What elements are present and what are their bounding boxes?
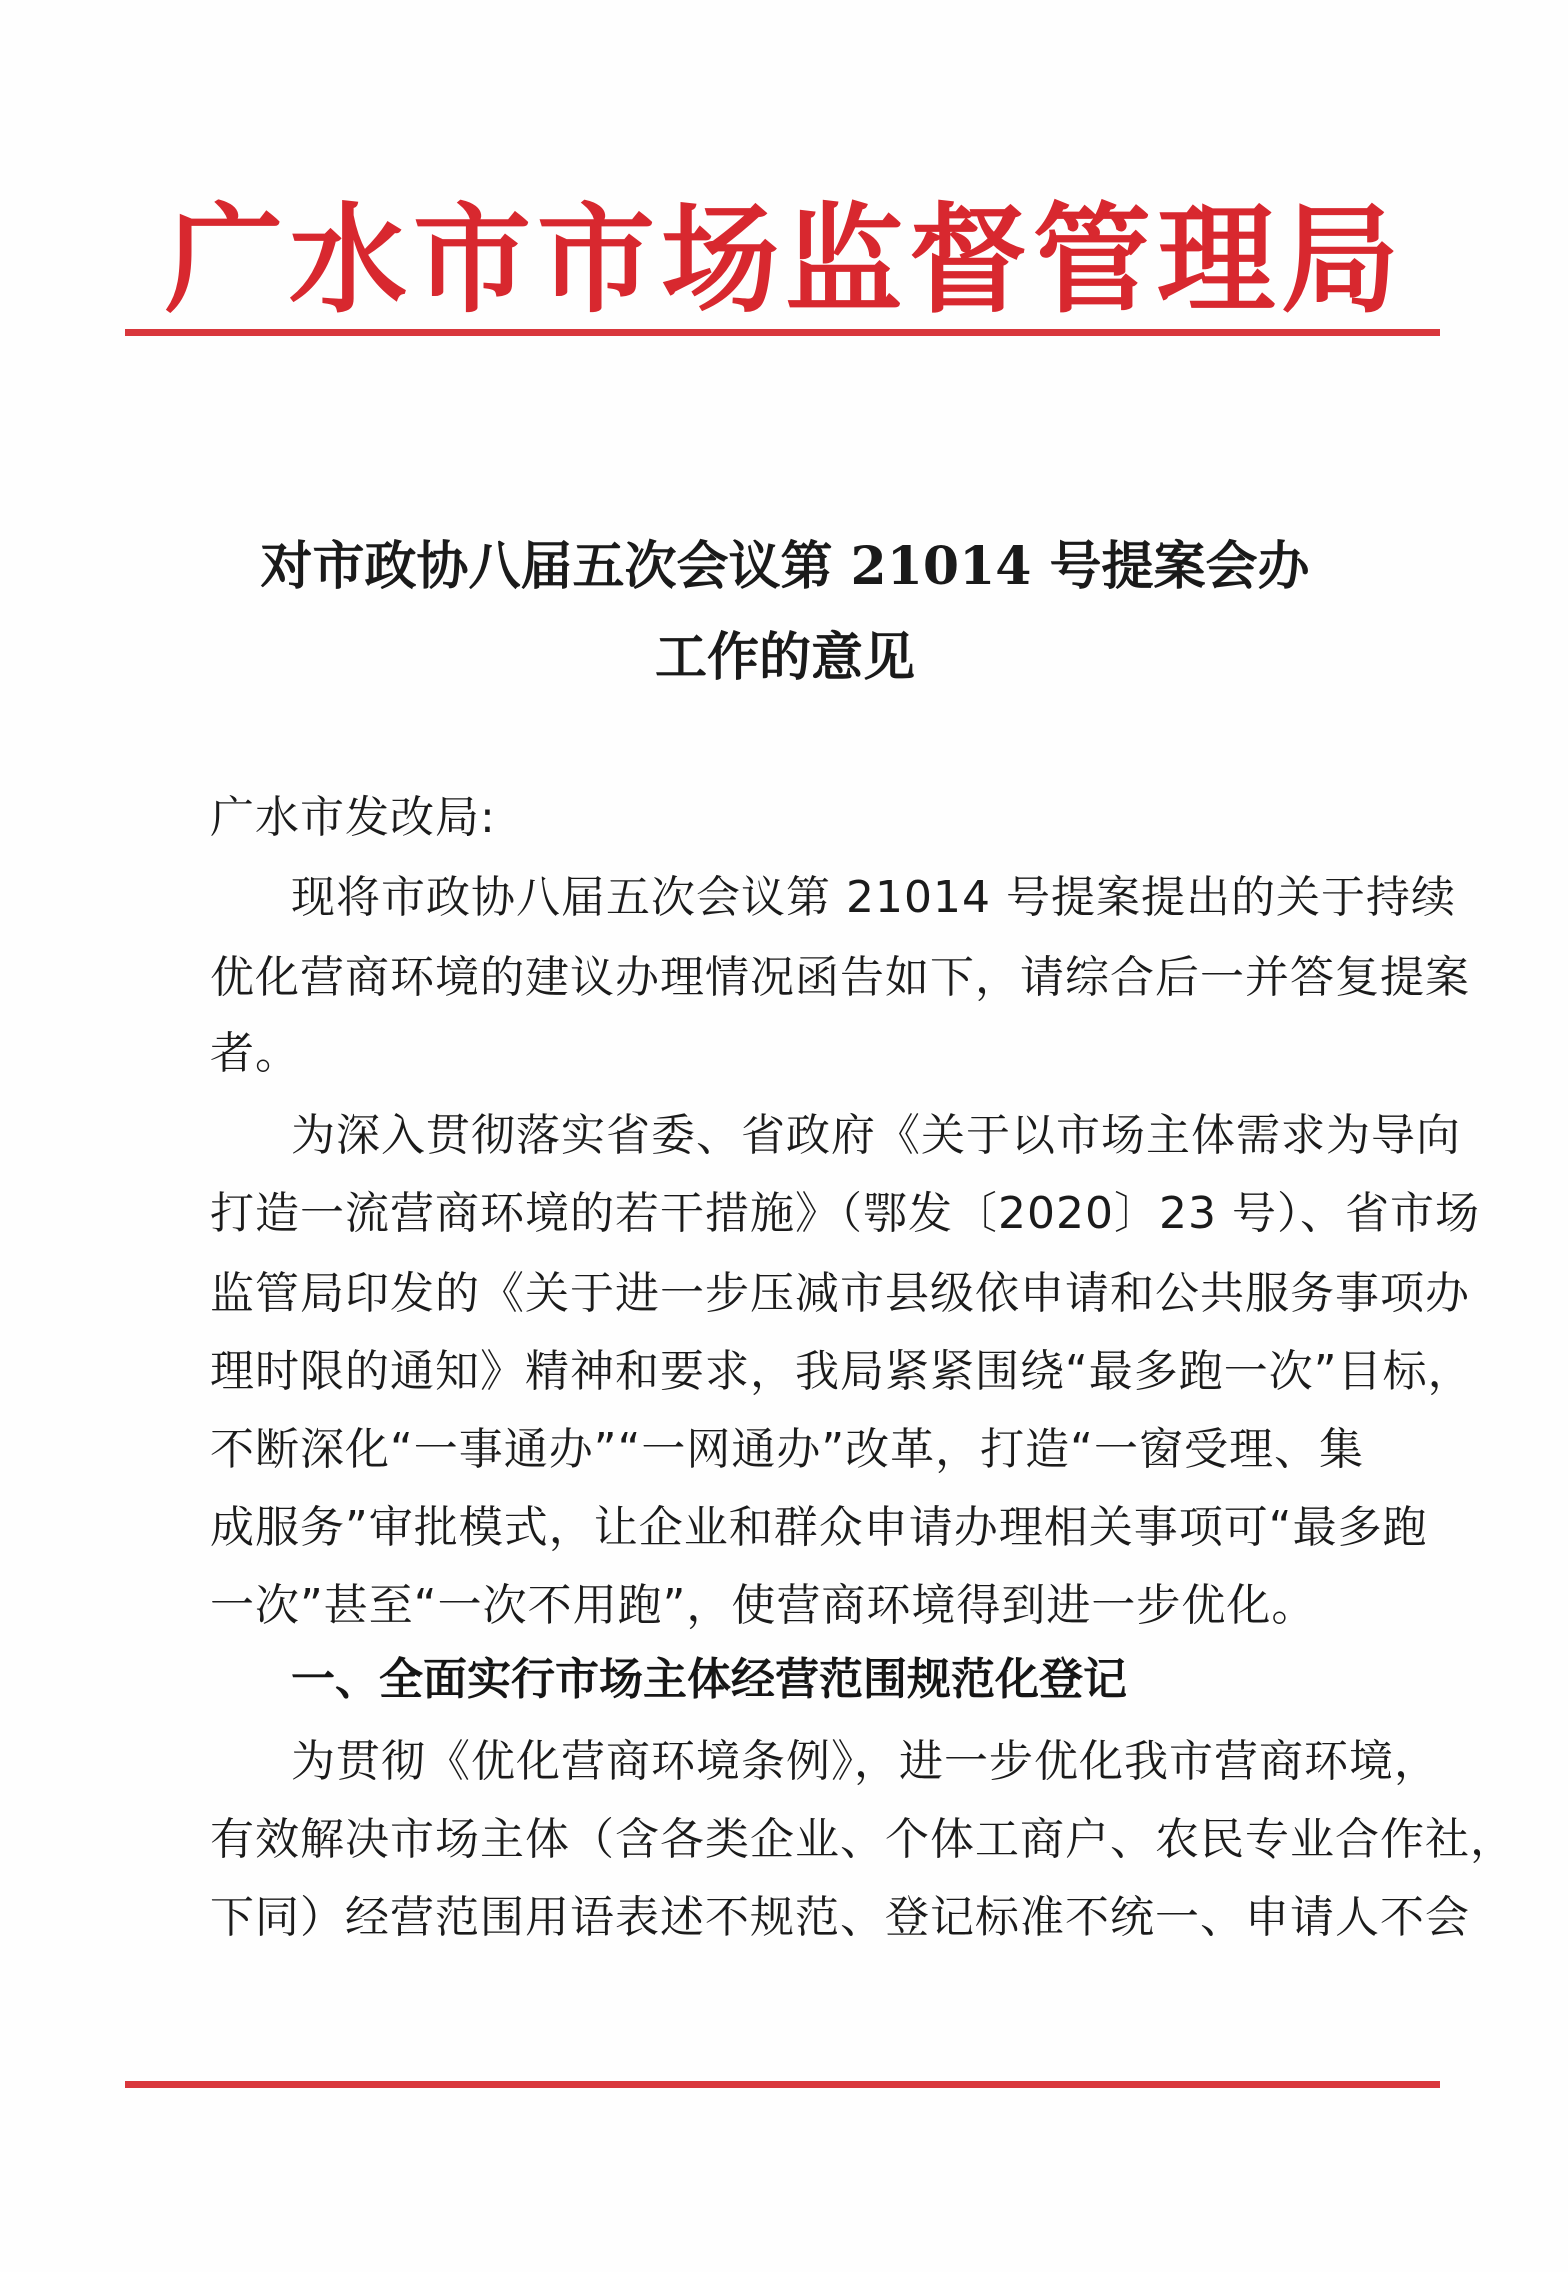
paragraph-line: 不断深化“一事通办”“一网通办”改革，打造“一窗受理、集 (210, 1424, 1364, 1475)
paragraph-line: 有效解决市场主体（含各类企业、个体工商户、农民专业合作社， (210, 1814, 1515, 1865)
paragraph-line: 理时限的通知》精神和要求，我局紧紧围绕“最多跑一次”目标， (210, 1346, 1473, 1397)
document-title-line-2: 工作的意见 (654, 627, 915, 688)
paragraph-line: 者。 (210, 1028, 300, 1079)
paragraph-line: 下同）经营范围用语表述不规范、登记标准不统一、申请人不会 (210, 1892, 1470, 1943)
letterhead-org-name: 广水市市场监督管理局 (164, 190, 1405, 329)
paragraph-line: 监管局印发的《关于进一步压减市县级依申请和公共服务事项办 (210, 1268, 1470, 1319)
letterhead-red-rule (125, 329, 1440, 336)
paragraph-line: 优化营商环境的建议办理情况函告如下，请综合后一并答复提案 (210, 952, 1470, 1003)
document-title-line-1: 对市政协八届五次会议第 21014 号提案会办 (260, 536, 1310, 597)
footer-red-rule (125, 2081, 1440, 2088)
paragraph-line: 成服务”审批模式，让企业和群众申请办理相关事项可“最多跑 (210, 1502, 1428, 1553)
paragraph-line: 打造一流营商环境的若干措施》（鄂发〔2020〕23 号）、省市场 (210, 1188, 1480, 1239)
paragraph-line: 一次”甚至“一次不用跑”，使营商环境得到进一步优化。 (210, 1580, 1317, 1631)
addressee: 广水市发改局: (210, 792, 496, 843)
paragraph-line: 为深入贯彻落实省委、省政府《关于以市场主体需求为导向 (291, 1110, 1461, 1161)
paragraph-line: 现将市政协八届五次会议第 21014 号提案提出的关于持续 (291, 872, 1456, 923)
section-heading-1: 一、全面实行市场主体经营范围规范化登记 (291, 1654, 1127, 1705)
paragraph-line: 为贯彻《优化营商环境条例》，进一步优化我市营商环境， (291, 1736, 1439, 1787)
